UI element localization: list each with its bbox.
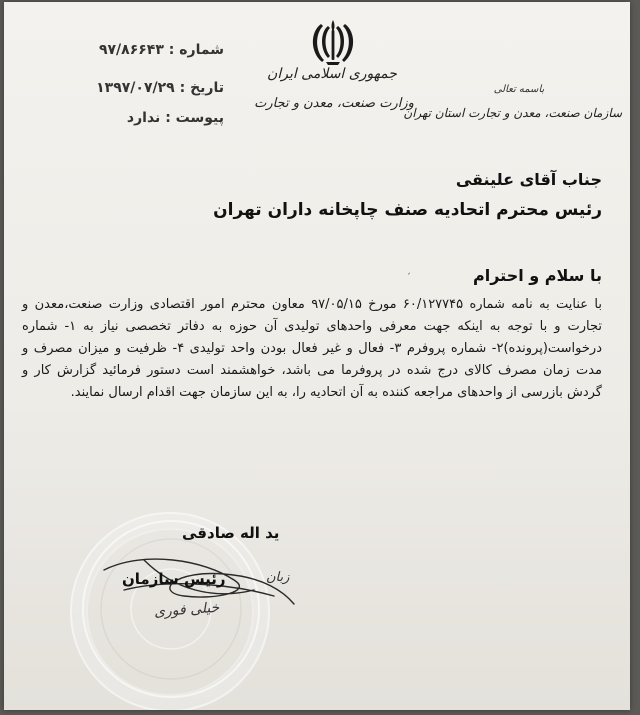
attachment-value: ندارد — [126, 110, 161, 126]
number-label: شماره : — [168, 42, 224, 58]
attachment-label: پیوست : — [165, 110, 224, 126]
body-paragraph: با عنایت به نامه شماره ۶۰/۱۲۷۷۴۵ مورخ ۹۷/۰۵/۱۵ معاون محترم امور اقتصادی وزارت صنعت،معدن و تجارت و با توجه به اینکه جهت معرفی واحدهای تولیدی آن حوزه به دفاتر تخصصی نیاز به ۱- شماره درخواست(پرونده)۲- شماره پروفرم ۳- فعال و غیر فعال بودن واحد تولیدی ۴- ظرفیت و میزان مصرف و مدت زمان مصرف کالای درج شده در پروفرما می باشد، خواهشمند است دستور فرمائید گزارش کار و گردش بازرسی از واحدهای مراجعه کننده به آن اتحادیه را، به این سازمان جهت اقدام ارسال نمایند. — [22, 297, 603, 400]
government-name: جمهوری اسلامی ایران — [267, 66, 397, 82]
addressee-title: رئیس محترم اتحادیه صنف چاپخانه داران تهران — [213, 200, 602, 220]
signatory-name: ید اله صادقی — [182, 524, 280, 542]
ministry-name: وزارت صنعت، معدن و تجارت — [254, 96, 414, 111]
letter-date — [64, 80, 224, 96]
letter-attachment — [64, 110, 224, 126]
greeting: با سلام و احترام — [473, 266, 602, 285]
ink-mark: ˏ — [406, 264, 411, 275]
letter-body — [22, 294, 602, 404]
handwritten-note: زبان — [266, 570, 290, 585]
signatory-title: رئیس سازمان — [122, 570, 226, 588]
bism-text: باسمه تعالی — [493, 84, 545, 95]
iran-emblem-icon — [306, 18, 360, 68]
date-label: تاریخ : — [179, 80, 224, 96]
number-value: ۹۷/۸۶۶۴۳ — [98, 42, 164, 58]
addressee-name: جناب آقای علینقی — [455, 170, 602, 189]
letter-page — [4, 2, 630, 710]
organization-name: سازمان صنعت، معدن و تجارت استان تهران — [403, 106, 622, 120]
letter-number — [64, 42, 224, 58]
date-value: ۱۳۹۷/۰۷/۲۹ — [96, 80, 175, 96]
handwritten-note-2: خیلی فوری — [153, 599, 220, 621]
